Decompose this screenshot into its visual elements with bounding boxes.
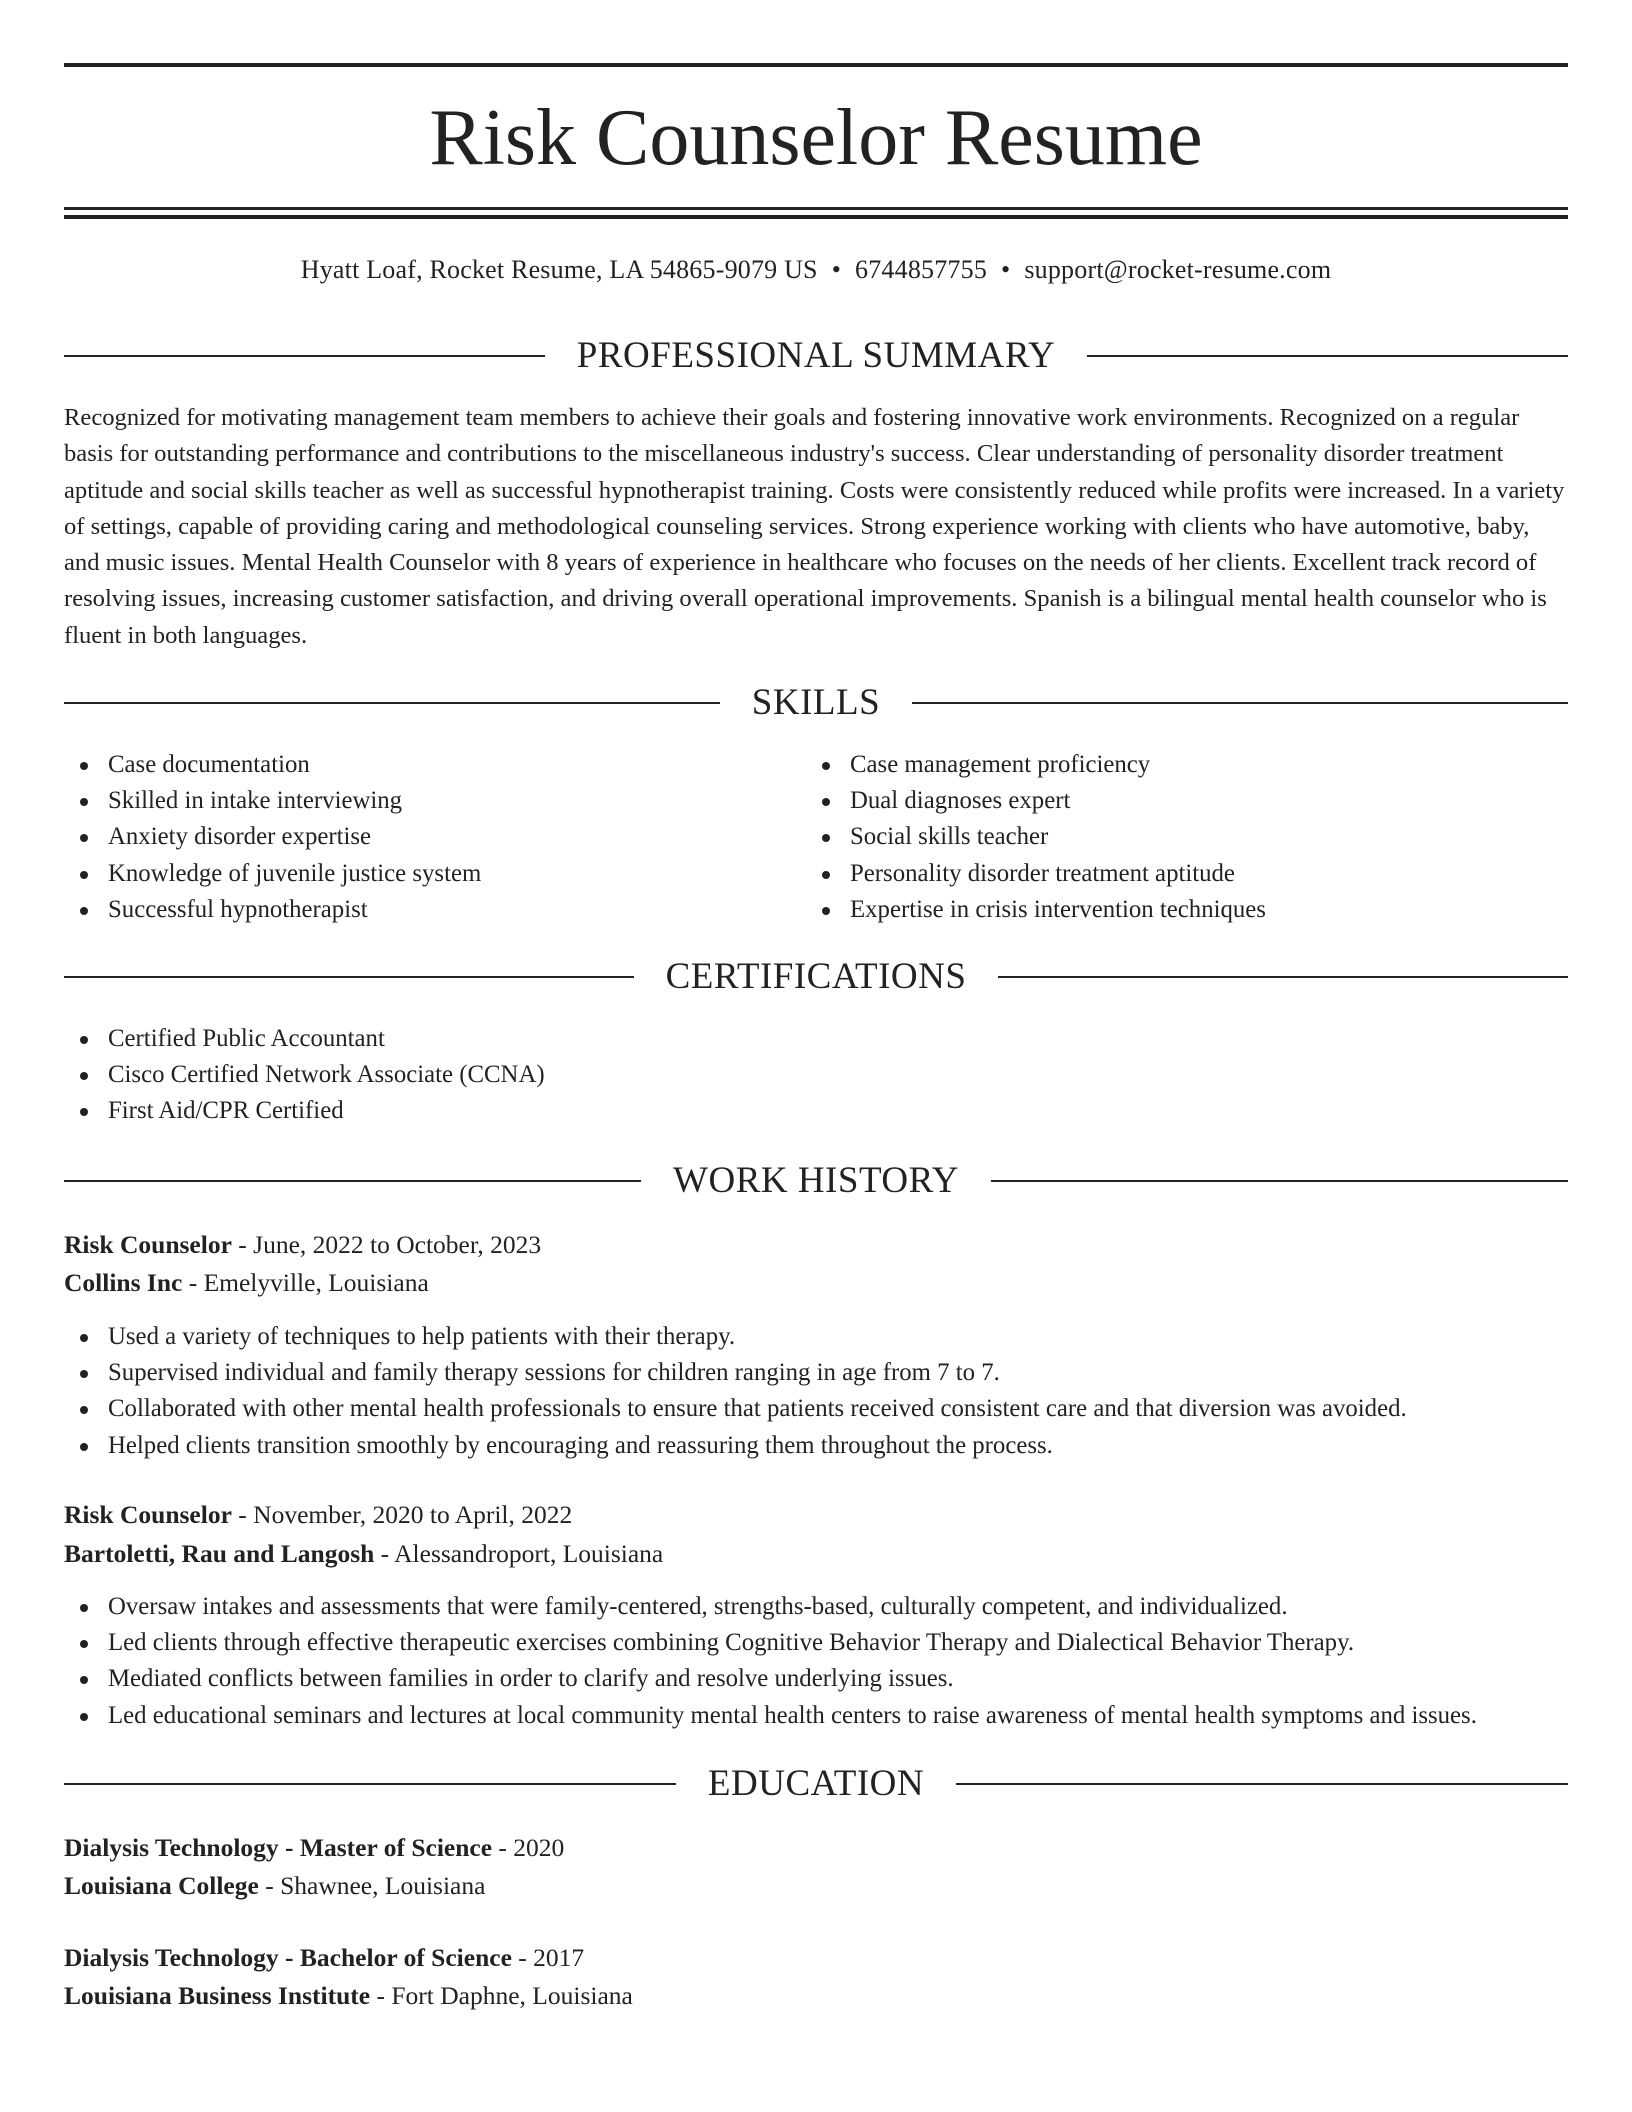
section-heading-skills xyxy=(64,681,1568,725)
heading-rule xyxy=(956,1783,1568,1785)
dash: - xyxy=(370,1981,392,2010)
job-duty-item: Supervised individual and family therapy sessions for children ranging in age from 7 to 7. xyxy=(64,1355,1564,1391)
job-duty-item: Used a variety of techniques to help patients with their therapy. xyxy=(64,1319,1564,1355)
education-degree: Dialysis Technology - Bachelor of Science xyxy=(64,1943,512,1972)
skills-list-left xyxy=(64,747,804,928)
job-duties-list xyxy=(64,1589,1564,1734)
skill-item: Knowledge of juvenile justice system xyxy=(64,856,804,892)
education-year: 2020 xyxy=(513,1833,565,1862)
section-heading-work-history xyxy=(64,1159,1568,1203)
dash: - xyxy=(374,1539,395,1568)
skill-item: Social skills teacher xyxy=(806,819,1566,855)
job-company: Collins Inc xyxy=(64,1268,183,1297)
dash: - xyxy=(258,1871,281,1900)
job-duty-item: Helped clients transition smoothly by encouraging and reassuring them throughout the process. xyxy=(64,1428,1564,1464)
job-location: Alessandroport, Louisiana xyxy=(394,1539,664,1568)
heading-rule xyxy=(64,355,545,357)
contact-separator: • xyxy=(1001,255,1011,284)
job-duty-item: Led educational seminars and lectures at local community mental health centers to raise awareness of mental health symptoms and issues. xyxy=(64,1698,1564,1734)
job-dates: November, 2020 to April, 2022 xyxy=(253,1500,573,1529)
contact-email: support@rocket-resume.com xyxy=(1024,255,1332,284)
section-title: PROFESSIONAL SUMMARY xyxy=(576,335,1056,376)
skill-item: Case management proficiency xyxy=(806,747,1566,783)
education-school-line xyxy=(64,1977,1568,2015)
heading-rule xyxy=(64,1783,676,1785)
heading-rule xyxy=(64,1180,641,1182)
job-title-line xyxy=(64,1496,1568,1534)
job-dates: June, 2022 to October, 2023 xyxy=(253,1230,542,1259)
section-heading-summary xyxy=(64,334,1568,378)
heading-rule xyxy=(998,976,1568,978)
job-title: Risk Counselor xyxy=(64,1230,232,1259)
title-rule-upper xyxy=(64,207,1568,210)
skill-item: Skilled in intake interviewing xyxy=(64,783,804,819)
dash: - xyxy=(511,1943,534,1972)
job-duty-item: Collaborated with other mental health professionals to ensure that patients received consistent care and that diversion was avoided. xyxy=(64,1391,1564,1427)
skill-item: Case documentation xyxy=(64,747,804,783)
page-title: Risk Counselor Resume xyxy=(429,94,1203,182)
contact-separator: • xyxy=(831,255,842,284)
section-title: CERTIFICATIONS xyxy=(665,956,967,997)
heading-rule xyxy=(64,976,634,978)
job-duty-item: Mediated conflicts between families in order to clarify and resolve underlying issues. xyxy=(64,1661,1564,1697)
dash: - xyxy=(492,1833,514,1862)
education-degree-line xyxy=(64,1829,1568,1867)
job-duties-list xyxy=(64,1319,1564,1464)
job-duty-item: Oversaw intakes and assessments that were family-centered, strengths-based, culturally competent, and individualized. xyxy=(64,1589,1564,1625)
title-rule-lower xyxy=(64,215,1568,219)
summary-paragraph: Recognized for motivating management team members to achieve their goals and fostering innovative work environments. Recognized on a regular basis for outstanding performance and contributions to the miscellaneous industry's success. Clear understanding of personality disorder treatment aptitude and social skills teacher as well as successful hypnotherapist training. Costs were consistently reduced while profits were increased. In a variety of settings, capable of providing caring and methodological counseling services. Strong experience working with clients who have automotive, baby, and music issues. Mental Health Counselor with 8 years of experience in healthcare who focuses on the needs of her clients. Excellent track record of resolving issues, increasing customer satisfaction, and driving overall operational improvements. Spanish is a bilingual mental health counselor who is fluent in both languages. xyxy=(64,404,1565,649)
section-title: SKILLS xyxy=(751,682,881,723)
section-heading-education xyxy=(64,1762,1568,1806)
education-year: 2017 xyxy=(533,1943,585,1972)
dash: - xyxy=(231,1500,254,1529)
job-company-line xyxy=(64,1535,1568,1573)
heading-rule xyxy=(1087,355,1568,357)
heading-rule xyxy=(912,702,1568,704)
job-duty-item: Led clients through effective therapeutic exercises combining Cognitive Behavior Therapy and Dialectical Behavior Therapy. xyxy=(64,1625,1564,1661)
education-location: Fort Daphne, Louisiana xyxy=(391,1981,633,2010)
section-heading-certifications xyxy=(64,955,1568,999)
heading-rule xyxy=(991,1180,1568,1182)
contact-line xyxy=(64,252,1568,288)
contact-phone: 6744857755 xyxy=(855,255,988,284)
dash: - xyxy=(231,1230,254,1259)
certification-item: First Aid/CPR Certified xyxy=(64,1093,1564,1129)
education-school-line xyxy=(64,1867,1568,1905)
section-title: EDUCATION xyxy=(707,1763,925,1804)
heading-rule xyxy=(64,702,720,704)
job-title: Risk Counselor xyxy=(64,1500,232,1529)
job-title-line xyxy=(64,1226,1568,1264)
contact-address: Hyatt Loaf, Rocket Resume, LA 54865-9079 US xyxy=(300,255,818,284)
certification-item: Cisco Certified Network Associate (CCNA) xyxy=(64,1057,1564,1093)
skill-item: Personality disorder treatment aptitude xyxy=(806,856,1566,892)
education-degree-line xyxy=(64,1939,1568,1977)
top-rule xyxy=(64,63,1568,67)
section-title: WORK HISTORY xyxy=(673,1160,959,1201)
job-company-line xyxy=(64,1264,1568,1302)
skills-list-right xyxy=(806,747,1566,928)
certifications-list xyxy=(64,1021,1564,1130)
education-location: Shawnee, Louisiana xyxy=(280,1871,486,1900)
skill-item: Anxiety disorder expertise xyxy=(64,819,804,855)
education-school: Louisiana College xyxy=(64,1871,259,1900)
skill-item: Expertise in crisis intervention techniques xyxy=(806,892,1566,928)
education-school: Louisiana Business Institute xyxy=(64,1981,371,2010)
skill-item: Successful hypnotherapist xyxy=(64,892,804,928)
job-location: Emelyville, Louisiana xyxy=(203,1268,429,1297)
education-degree: Dialysis Technology - Master of Science xyxy=(64,1833,493,1862)
job-company: Bartoletti, Rau and Langosh xyxy=(64,1539,375,1568)
certification-item: Certified Public Accountant xyxy=(64,1021,1564,1057)
dash: - xyxy=(182,1268,204,1297)
skill-item: Dual diagnoses expert xyxy=(806,783,1566,819)
